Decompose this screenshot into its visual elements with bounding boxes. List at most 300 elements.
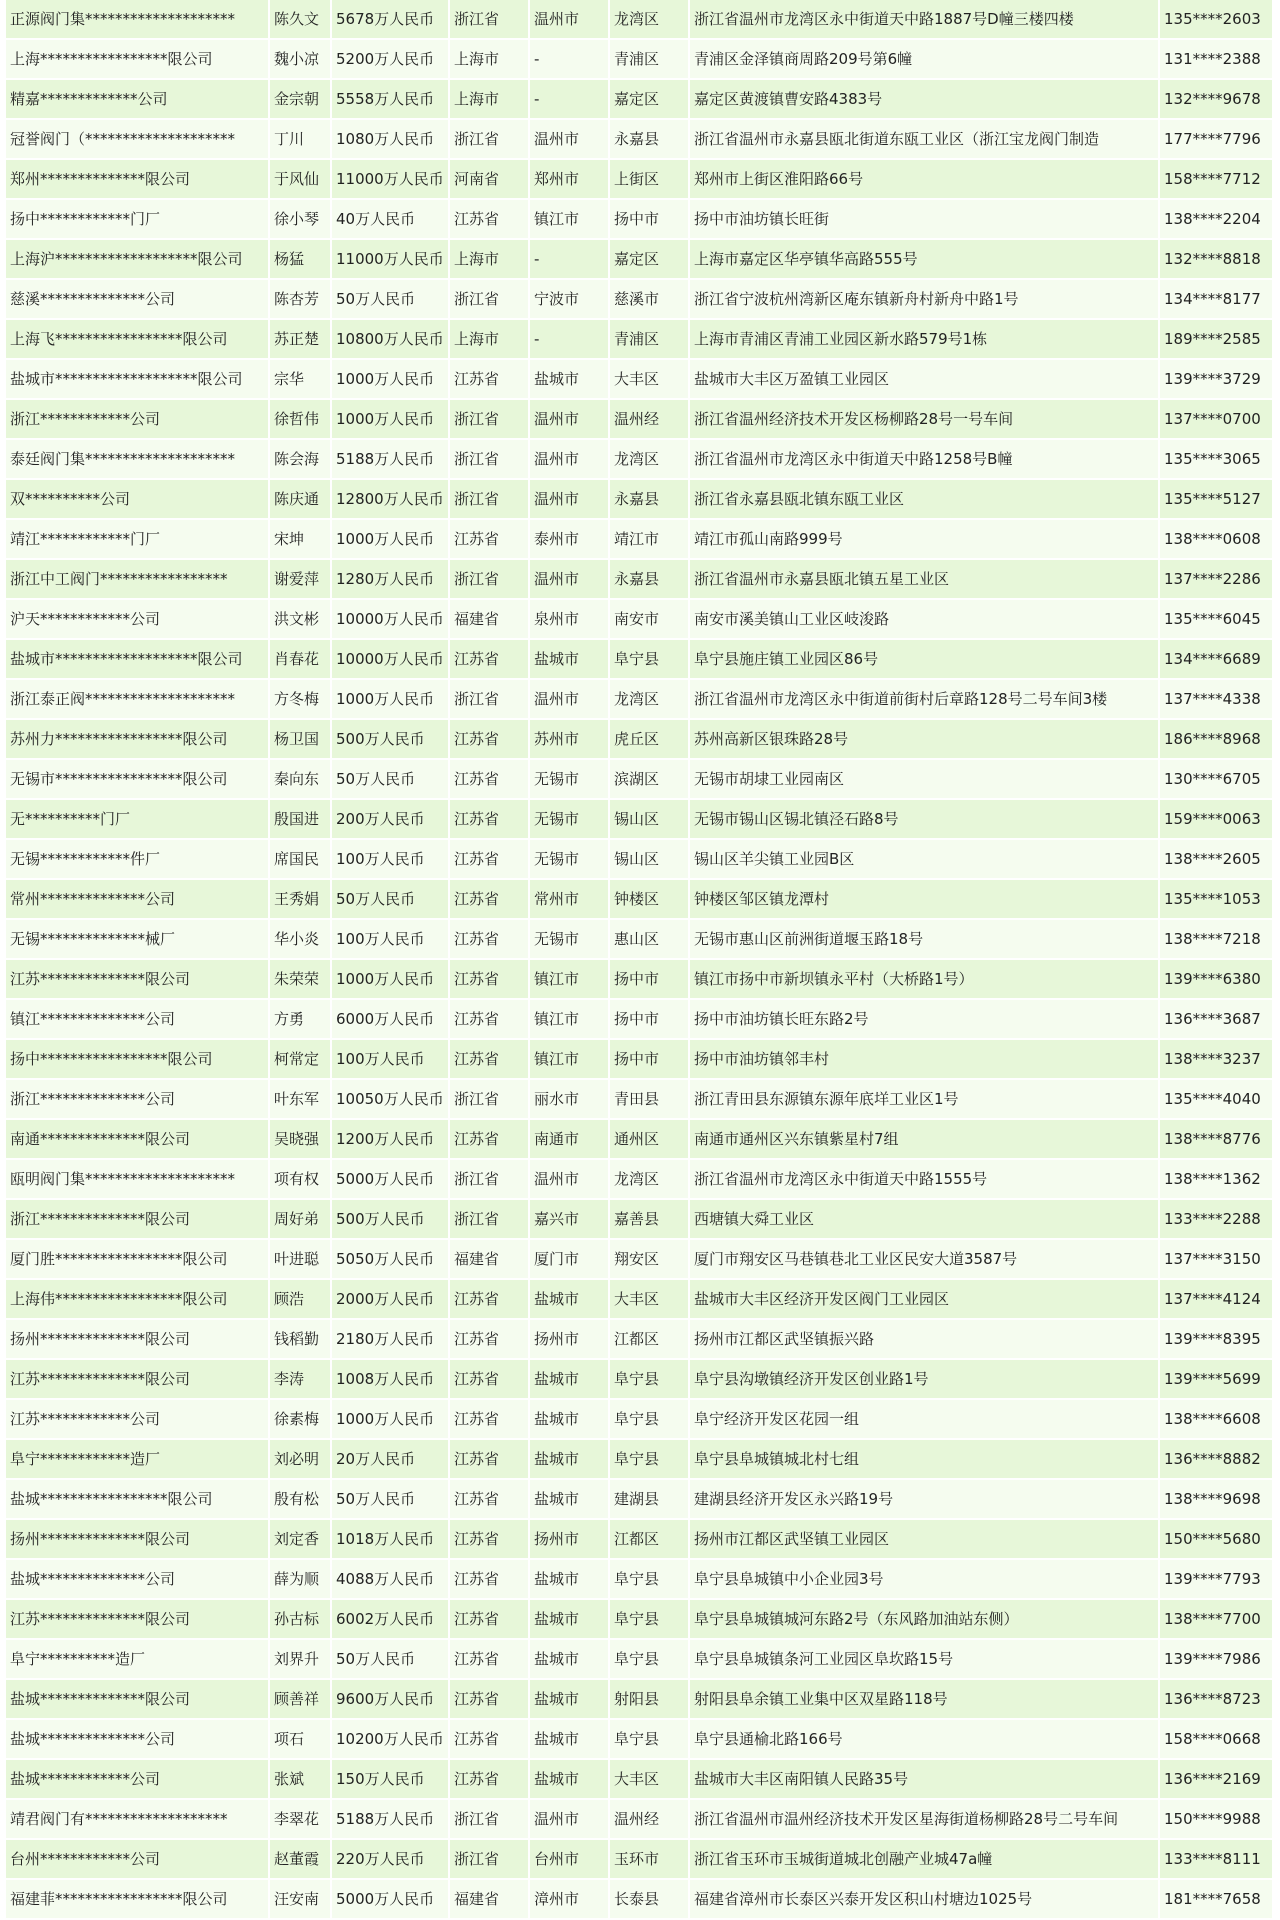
legal-rep-cell: 周好弟 <box>270 1200 332 1240</box>
company-name-cell: 无**********门厂 <box>6 800 270 840</box>
province-cell: 浙江省 <box>450 1840 530 1880</box>
province-cell: 江苏省 <box>450 1680 530 1720</box>
table-row <box>6 200 1274 240</box>
city-cell: 盐城市 <box>530 1360 610 1400</box>
city-cell: 无锡市 <box>530 800 610 840</box>
province-cell: 江苏省 <box>450 1480 530 1520</box>
company-name-cell: 盐城市*******************限公司 <box>6 640 270 680</box>
table-row <box>6 880 1274 920</box>
legal-rep-cell: 刘定香 <box>270 1520 332 1560</box>
registered-capital-cell: 5000万人民币 <box>332 1160 450 1200</box>
address-cell: 盐城市大丰区经济开发区阀门工业园区 <box>690 1280 1160 1320</box>
table-row <box>6 800 1274 840</box>
city-cell: 镇江市 <box>530 200 610 240</box>
registered-capital-cell: 5200万人民币 <box>332 40 450 80</box>
address-cell: 阜宁县阜城镇条河工业园区阜坎路15号 <box>690 1640 1160 1680</box>
registered-capital-cell: 1000万人民币 <box>332 680 450 720</box>
address-cell: 青浦区金泽镇商周路209号第6幢 <box>690 40 1160 80</box>
province-cell: 江苏省 <box>450 760 530 800</box>
district-cell: 扬中市 <box>610 1000 690 1040</box>
registered-capital-cell: 5000万人民币 <box>332 1880 450 1920</box>
legal-rep-cell: 肖春花 <box>270 640 332 680</box>
table-row <box>6 760 1274 800</box>
province-cell: 江苏省 <box>450 520 530 560</box>
province-cell: 上海市 <box>450 80 530 120</box>
registered-capital-cell: 1200万人民币 <box>332 1120 450 1160</box>
company-name-cell: 南通**************限公司 <box>6 1120 270 1160</box>
city-cell: 盐城市 <box>530 1560 610 1600</box>
table-row <box>6 240 1274 280</box>
address-cell: 福建省漳州市长泰区兴泰开发区积山村塘边1025号 <box>690 1880 1160 1920</box>
phone-cell: 135****6045 <box>1160 600 1274 640</box>
district-cell: 龙湾区 <box>610 1160 690 1200</box>
phone-cell: 136****2169 <box>1160 1760 1274 1800</box>
address-cell: 阜宁经济开发区花园一组 <box>690 1400 1160 1440</box>
registered-capital-cell: 10800万人民币 <box>332 320 450 360</box>
legal-rep-cell: 项石 <box>270 1720 332 1760</box>
phone-cell: 130****6705 <box>1160 760 1274 800</box>
company-name-cell: 双**********公司 <box>6 480 270 520</box>
company-name-cell: 郑州**************限公司 <box>6 160 270 200</box>
address-cell: 扬中市油坊镇长旺东路2号 <box>690 1000 1160 1040</box>
address-cell: 浙江省温州市龙湾区永中街道前街村后章路128号二号车间3楼 <box>690 680 1160 720</box>
company-table-body <box>6 0 1274 1920</box>
legal-rep-cell: 顾善祥 <box>270 1680 332 1720</box>
table-row <box>6 160 1274 200</box>
registered-capital-cell: 10200万人民币 <box>332 1720 450 1760</box>
city-cell: 镇江市 <box>530 1000 610 1040</box>
company-name-cell: 江苏**************限公司 <box>6 1600 270 1640</box>
registered-capital-cell: 100万人民币 <box>332 840 450 880</box>
city-cell: 丽水市 <box>530 1080 610 1120</box>
phone-cell: 139****8395 <box>1160 1320 1274 1360</box>
address-cell: 南通市通州区兴东镇紫星村7组 <box>690 1120 1160 1160</box>
city-cell: 盐城市 <box>530 1600 610 1640</box>
district-cell: 惠山区 <box>610 920 690 960</box>
district-cell: 温州经 <box>610 400 690 440</box>
address-cell: 扬中市油坊镇邻丰村 <box>690 1040 1160 1080</box>
city-cell: 盐城市 <box>530 1760 610 1800</box>
district-cell: 江都区 <box>610 1520 690 1560</box>
phone-cell: 150****9988 <box>1160 1800 1274 1840</box>
phone-cell: 181****7658 <box>1160 1880 1274 1920</box>
registered-capital-cell: 1000万人民币 <box>332 520 450 560</box>
address-cell: 无锡市胡埭工业园南区 <box>690 760 1160 800</box>
phone-cell: 132****8818 <box>1160 240 1274 280</box>
legal-rep-cell: 汪安南 <box>270 1880 332 1920</box>
phone-cell: 135****2603 <box>1160 0 1274 40</box>
province-cell: 上海市 <box>450 320 530 360</box>
legal-rep-cell: 顾浩 <box>270 1280 332 1320</box>
registered-capital-cell: 5188万人民币 <box>332 1800 450 1840</box>
phone-cell: 139****7986 <box>1160 1640 1274 1680</box>
company-name-cell: 浙江************公司 <box>6 400 270 440</box>
company-name-cell: 无锡市*****************限公司 <box>6 760 270 800</box>
legal-rep-cell: 陈久文 <box>270 0 332 40</box>
phone-cell: 138****8776 <box>1160 1120 1274 1160</box>
table-row <box>6 1440 1274 1480</box>
phone-cell: 177****7796 <box>1160 120 1274 160</box>
company-name-cell: 浙江泰正阀******************** <box>6 680 270 720</box>
phone-cell: 135****1053 <box>1160 880 1274 920</box>
registered-capital-cell: 4088万人民币 <box>332 1560 450 1600</box>
table-row <box>6 1360 1274 1400</box>
company-name-cell: 慈溪**************公司 <box>6 280 270 320</box>
province-cell: 江苏省 <box>450 1400 530 1440</box>
city-cell: 温州市 <box>530 1800 610 1840</box>
province-cell: 浙江省 <box>450 1160 530 1200</box>
table-row <box>6 1120 1274 1160</box>
address-cell: 郑州市上街区淮阳路66号 <box>690 160 1160 200</box>
address-cell: 浙江省温州市龙湾区永中街道天中路1258号B幢 <box>690 440 1160 480</box>
province-cell: 江苏省 <box>450 920 530 960</box>
district-cell: 阜宁县 <box>610 1600 690 1640</box>
registered-capital-cell: 5558万人民币 <box>332 80 450 120</box>
registered-capital-cell: 500万人民币 <box>332 1200 450 1240</box>
district-cell: 大丰区 <box>610 360 690 400</box>
legal-rep-cell: 李翠花 <box>270 1800 332 1840</box>
phone-cell: 159****0063 <box>1160 800 1274 840</box>
legal-rep-cell: 刘界升 <box>270 1640 332 1680</box>
legal-rep-cell: 秦向东 <box>270 760 332 800</box>
city-cell: 镇江市 <box>530 1040 610 1080</box>
registered-capital-cell: 100万人民币 <box>332 920 450 960</box>
company-name-cell: 阜宁**********造厂 <box>6 1640 270 1680</box>
district-cell: 钟楼区 <box>610 880 690 920</box>
address-cell: 浙江省温州经济技术开发区杨柳路28号一号车间 <box>690 400 1160 440</box>
registered-capital-cell: 50万人民币 <box>332 760 450 800</box>
legal-rep-cell: 殷有松 <box>270 1480 332 1520</box>
district-cell: 阜宁县 <box>610 1640 690 1680</box>
district-cell: 大丰区 <box>610 1760 690 1800</box>
address-cell: 浙江青田县东源镇东源年底垟工业区1号 <box>690 1080 1160 1120</box>
legal-rep-cell: 洪文彬 <box>270 600 332 640</box>
city-cell: 厦门市 <box>530 1240 610 1280</box>
province-cell: 江苏省 <box>450 1320 530 1360</box>
table-row <box>6 600 1274 640</box>
phone-cell: 135****5127 <box>1160 480 1274 520</box>
registered-capital-cell: 50万人民币 <box>332 1480 450 1520</box>
legal-rep-cell: 金宗朝 <box>270 80 332 120</box>
address-cell: 阜宁县施庄镇工业园区86号 <box>690 640 1160 680</box>
company-name-cell: 盐城市*******************限公司 <box>6 360 270 400</box>
table-row <box>6 320 1274 360</box>
legal-rep-cell: 华小炎 <box>270 920 332 960</box>
district-cell: 玉环市 <box>610 1840 690 1880</box>
phone-cell: 137****2286 <box>1160 560 1274 600</box>
city-cell: 南通市 <box>530 1120 610 1160</box>
city-cell: 无锡市 <box>530 760 610 800</box>
table-row <box>6 560 1274 600</box>
address-cell: 上海市青浦区青浦工业园区新水路579号1栋 <box>690 320 1160 360</box>
address-cell: 阜宁县沟墩镇经济开发区创业路1号 <box>690 1360 1160 1400</box>
company-name-cell: 冠誉阀门（******************** <box>6 120 270 160</box>
table-row <box>6 1280 1274 1320</box>
city-cell: 无锡市 <box>530 920 610 960</box>
province-cell: 江苏省 <box>450 1280 530 1320</box>
registered-capital-cell: 11000万人民币 <box>332 160 450 200</box>
address-cell: 钟楼区邹区镇龙潭村 <box>690 880 1160 920</box>
district-cell: 锡山区 <box>610 840 690 880</box>
address-cell: 厦门市翔安区马巷镇巷北工业区民安大道3587号 <box>690 1240 1160 1280</box>
registered-capital-cell: 500万人民币 <box>332 720 450 760</box>
city-cell: 漳州市 <box>530 1880 610 1920</box>
address-cell: 浙江省宁波杭州湾新区庵东镇新舟村新舟中路1号 <box>690 280 1160 320</box>
table-row <box>6 1040 1274 1080</box>
province-cell: 江苏省 <box>450 1720 530 1760</box>
phone-cell: 158****7712 <box>1160 160 1274 200</box>
registered-capital-cell: 5050万人民币 <box>332 1240 450 1280</box>
company-name-cell: 无锡************件厂 <box>6 840 270 880</box>
registered-capital-cell: 50万人民币 <box>332 880 450 920</box>
company-name-cell: 泰廷阀门集******************** <box>6 440 270 480</box>
phone-cell: 136****3687 <box>1160 1000 1274 1040</box>
table-row <box>6 120 1274 160</box>
phone-cell: 135****4040 <box>1160 1080 1274 1120</box>
city-cell: 扬州市 <box>530 1520 610 1560</box>
city-cell: - <box>530 80 610 120</box>
legal-rep-cell: 孙古标 <box>270 1600 332 1640</box>
city-cell: 温州市 <box>530 120 610 160</box>
company-name-cell: 江苏************公司 <box>6 1400 270 1440</box>
address-cell: 靖江市孤山南路999号 <box>690 520 1160 560</box>
district-cell: 青浦区 <box>610 40 690 80</box>
registered-capital-cell: 5678万人民币 <box>332 0 450 40</box>
company-name-cell: 上海伟*****************限公司 <box>6 1280 270 1320</box>
district-cell: 阜宁县 <box>610 1360 690 1400</box>
table-row <box>6 640 1274 680</box>
legal-rep-cell: 陈会海 <box>270 440 332 480</box>
city-cell: 苏州市 <box>530 720 610 760</box>
table-row <box>6 1600 1274 1640</box>
district-cell: 永嘉县 <box>610 480 690 520</box>
city-cell: 温州市 <box>530 480 610 520</box>
registered-capital-cell: 1080万人民币 <box>332 120 450 160</box>
district-cell: 阜宁县 <box>610 1560 690 1600</box>
table-row <box>6 1720 1274 1760</box>
registered-capital-cell: 9600万人民币 <box>332 1680 450 1720</box>
phone-cell: 158****0668 <box>1160 1720 1274 1760</box>
registered-capital-cell: 1018万人民币 <box>332 1520 450 1560</box>
registered-capital-cell: 1000万人民币 <box>332 360 450 400</box>
city-cell: 扬州市 <box>530 1320 610 1360</box>
legal-rep-cell: 方冬梅 <box>270 680 332 720</box>
table-row <box>6 1160 1274 1200</box>
district-cell: 扬中市 <box>610 200 690 240</box>
registered-capital-cell: 150万人民币 <box>332 1760 450 1800</box>
district-cell: 龙湾区 <box>610 680 690 720</box>
legal-rep-cell: 陈杏芳 <box>270 280 332 320</box>
province-cell: 浙江省 <box>450 120 530 160</box>
legal-rep-cell: 陈庆通 <box>270 480 332 520</box>
province-cell: 浙江省 <box>450 280 530 320</box>
registered-capital-cell: 2000万人民币 <box>332 1280 450 1320</box>
province-cell: 河南省 <box>450 160 530 200</box>
address-cell: 无锡市锡山区锡北镇泾石路8号 <box>690 800 1160 840</box>
district-cell: 上街区 <box>610 160 690 200</box>
registered-capital-cell: 6002万人民币 <box>332 1600 450 1640</box>
province-cell: 江苏省 <box>450 1640 530 1680</box>
legal-rep-cell: 项有权 <box>270 1160 332 1200</box>
address-cell: 盐城市大丰区万盈镇工业园区 <box>690 360 1160 400</box>
city-cell: 盐城市 <box>530 1440 610 1480</box>
province-cell: 浙江省 <box>450 400 530 440</box>
legal-rep-cell: 叶东军 <box>270 1080 332 1120</box>
address-cell: 上海市嘉定区华亭镇华高路555号 <box>690 240 1160 280</box>
company-name-cell: 阜宁************造厂 <box>6 1440 270 1480</box>
company-name-cell: 江苏**************限公司 <box>6 1360 270 1400</box>
city-cell: - <box>530 320 610 360</box>
province-cell: 浙江省 <box>450 1080 530 1120</box>
address-cell: 阜宁县阜城镇城河东路2号（东风路加油站东侧） <box>690 1600 1160 1640</box>
company-name-cell: 扬中*****************限公司 <box>6 1040 270 1080</box>
district-cell: 阜宁县 <box>610 640 690 680</box>
company-name-cell: 浙江**************限公司 <box>6 1200 270 1240</box>
company-name-cell: 靖君阀门有******************* <box>6 1800 270 1840</box>
phone-cell: 139****3729 <box>1160 360 1274 400</box>
address-cell: 西塘镇大舜工业区 <box>690 1200 1160 1240</box>
address-cell: 阜宁县通榆北路166号 <box>690 1720 1160 1760</box>
company-name-cell: 盐城**************公司 <box>6 1560 270 1600</box>
address-cell: 盐城市大丰区南阳镇人民路35号 <box>690 1760 1160 1800</box>
province-cell: 江苏省 <box>450 360 530 400</box>
address-cell: 扬州市江都区武坚镇振兴路 <box>690 1320 1160 1360</box>
address-cell: 苏州高新区银珠路28号 <box>690 720 1160 760</box>
province-cell: 江苏省 <box>450 1520 530 1560</box>
legal-rep-cell: 朱荣荣 <box>270 960 332 1000</box>
district-cell: 阜宁县 <box>610 1400 690 1440</box>
legal-rep-cell: 吴晓强 <box>270 1120 332 1160</box>
table-row <box>6 1840 1274 1880</box>
district-cell: 嘉定区 <box>610 80 690 120</box>
phone-cell: 138****9698 <box>1160 1480 1274 1520</box>
legal-rep-cell: 刘必明 <box>270 1440 332 1480</box>
province-cell: 江苏省 <box>450 200 530 240</box>
province-cell: 浙江省 <box>450 1800 530 1840</box>
phone-cell: 138****6608 <box>1160 1400 1274 1440</box>
district-cell: 永嘉县 <box>610 560 690 600</box>
province-cell: 江苏省 <box>450 640 530 680</box>
registered-capital-cell: 1000万人民币 <box>332 1400 450 1440</box>
company-name-cell: 台州************公司 <box>6 1840 270 1880</box>
table-row <box>6 920 1274 960</box>
district-cell: 青田县 <box>610 1080 690 1120</box>
district-cell: 阜宁县 <box>610 1440 690 1480</box>
table-row <box>6 520 1274 560</box>
company-name-cell: 扬州**************限公司 <box>6 1520 270 1560</box>
address-cell: 浙江省温州市温州经济技术开发区星海街道杨柳路28号二号车间 <box>690 1800 1160 1840</box>
province-cell: 上海市 <box>450 240 530 280</box>
registered-capital-cell: 200万人民币 <box>332 800 450 840</box>
district-cell: 江都区 <box>610 1320 690 1360</box>
legal-rep-cell: 杨卫国 <box>270 720 332 760</box>
registered-capital-cell: 1008万人民币 <box>332 1360 450 1400</box>
district-cell: 南安市 <box>610 600 690 640</box>
table-row <box>6 1680 1274 1720</box>
district-cell: 通州区 <box>610 1120 690 1160</box>
table-row <box>6 680 1274 720</box>
province-cell: 福建省 <box>450 1240 530 1280</box>
company-name-cell: 扬中************门厂 <box>6 200 270 240</box>
phone-cell: 137****0700 <box>1160 400 1274 440</box>
phone-cell: 132****9678 <box>1160 80 1274 120</box>
phone-cell: 189****2585 <box>1160 320 1274 360</box>
province-cell: 江苏省 <box>450 1000 530 1040</box>
table-row <box>6 1560 1274 1600</box>
province-cell: 浙江省 <box>450 560 530 600</box>
table-row <box>6 1760 1274 1800</box>
province-cell: 江苏省 <box>450 1760 530 1800</box>
district-cell: 靖江市 <box>610 520 690 560</box>
city-cell: 盐城市 <box>530 1720 610 1760</box>
district-cell: 龙湾区 <box>610 440 690 480</box>
province-cell: 江苏省 <box>450 840 530 880</box>
legal-rep-cell: 赵董霞 <box>270 1840 332 1880</box>
registered-capital-cell: 5188万人民币 <box>332 440 450 480</box>
address-cell: 南安市溪美镇山工业区岐浚路 <box>690 600 1160 640</box>
registered-capital-cell: 10000万人民币 <box>332 640 450 680</box>
registered-capital-cell: 100万人民币 <box>332 1040 450 1080</box>
phone-cell: 133****2288 <box>1160 1200 1274 1240</box>
company-name-cell: 苏州力*****************限公司 <box>6 720 270 760</box>
address-cell: 阜宁县阜城镇城北村七组 <box>690 1440 1160 1480</box>
registered-capital-cell: 12800万人民币 <box>332 480 450 520</box>
province-cell: 江苏省 <box>450 1560 530 1600</box>
registered-capital-cell: 10050万人民币 <box>332 1080 450 1120</box>
legal-rep-cell: 徐素梅 <box>270 1400 332 1440</box>
phone-cell: 135****3065 <box>1160 440 1274 480</box>
province-cell: 浙江省 <box>450 480 530 520</box>
district-cell: 锡山区 <box>610 800 690 840</box>
legal-rep-cell: 席国民 <box>270 840 332 880</box>
phone-cell: 134****6689 <box>1160 640 1274 680</box>
legal-rep-cell: 宗华 <box>270 360 332 400</box>
province-cell: 江苏省 <box>450 960 530 1000</box>
district-cell: 翔安区 <box>610 1240 690 1280</box>
district-cell: 青浦区 <box>610 320 690 360</box>
city-cell: 温州市 <box>530 560 610 600</box>
table-row <box>6 1240 1274 1280</box>
phone-cell: 139****6380 <box>1160 960 1274 1000</box>
registered-capital-cell: 50万人民币 <box>332 1640 450 1680</box>
city-cell: 温州市 <box>530 0 610 40</box>
legal-rep-cell: 于风仙 <box>270 160 332 200</box>
legal-rep-cell: 宋坤 <box>270 520 332 560</box>
city-cell: 盐城市 <box>530 1400 610 1440</box>
province-cell: 江苏省 <box>450 1440 530 1480</box>
address-cell: 建湖县经济开发区永兴路19号 <box>690 1480 1160 1520</box>
phone-cell: 150****5680 <box>1160 1520 1274 1560</box>
district-cell: 滨湖区 <box>610 760 690 800</box>
table-row <box>6 480 1274 520</box>
legal-rep-cell: 柯常定 <box>270 1040 332 1080</box>
city-cell: 盐城市 <box>530 360 610 400</box>
phone-cell: 139****7793 <box>1160 1560 1274 1600</box>
phone-cell: 138****0608 <box>1160 520 1274 560</box>
legal-rep-cell: 叶进聪 <box>270 1240 332 1280</box>
table-row <box>6 0 1274 40</box>
district-cell: 射阳县 <box>610 1680 690 1720</box>
district-cell: 嘉定区 <box>610 240 690 280</box>
registered-capital-cell: 1000万人民币 <box>332 960 450 1000</box>
address-cell: 锡山区羊尖镇工业园B区 <box>690 840 1160 880</box>
district-cell: 慈溪市 <box>610 280 690 320</box>
legal-rep-cell: 王秀娟 <box>270 880 332 920</box>
district-cell: 永嘉县 <box>610 120 690 160</box>
table-row <box>6 360 1274 400</box>
phone-cell: 138****1362 <box>1160 1160 1274 1200</box>
city-cell: 盐城市 <box>530 1480 610 1520</box>
